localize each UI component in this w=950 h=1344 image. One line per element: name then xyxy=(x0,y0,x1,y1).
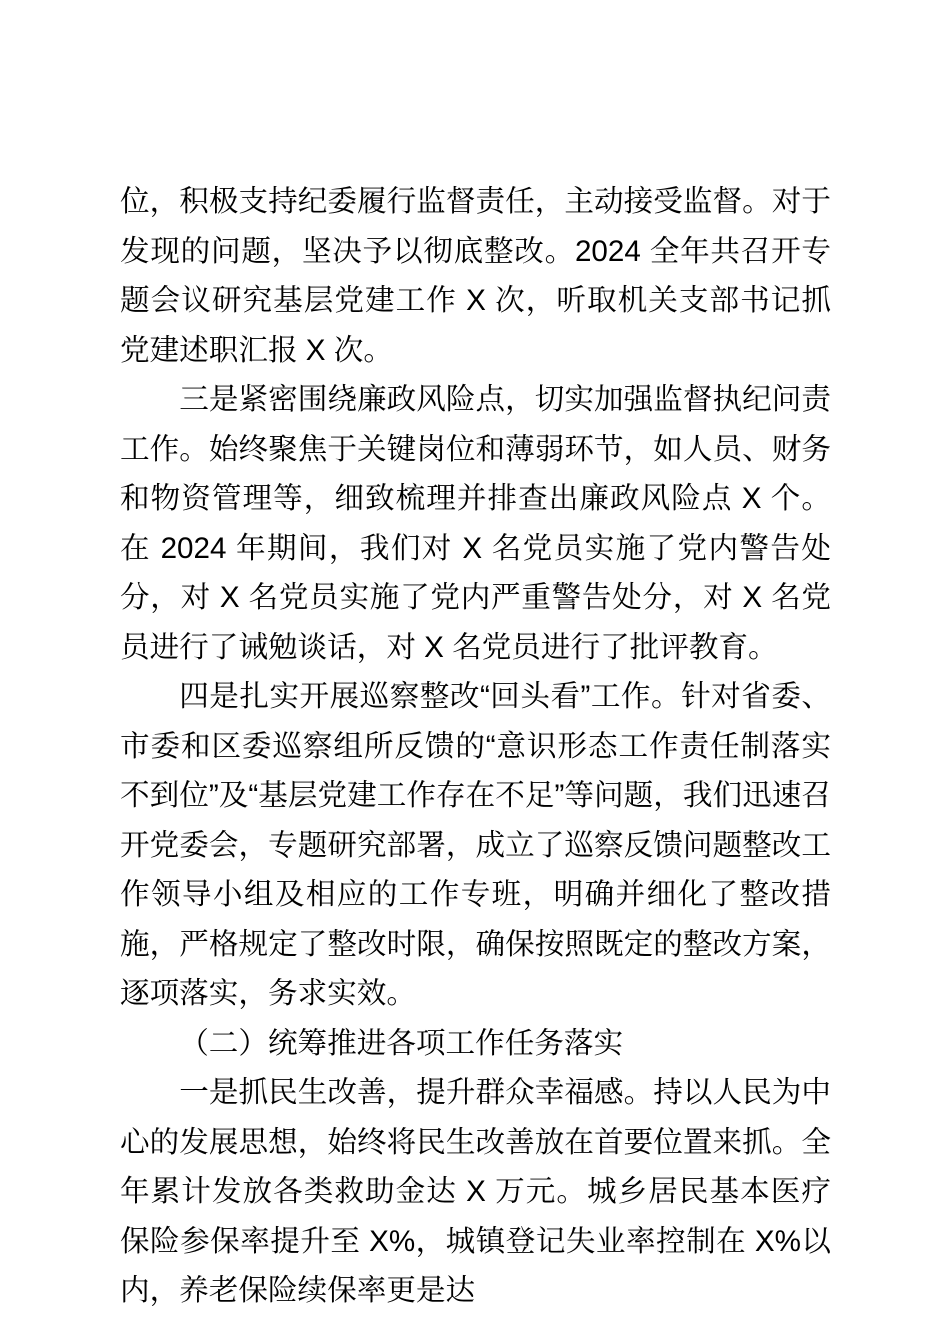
paragraph-point-one: 一是抓民生改善，提升群众幸福感。持以人民为中心的发展思想，始终将民生改善放在首要位置来抓。全年累计发放各类救助金达 X 万元。城乡居民基本医疗保险参保率提升至 X%，城镇登记失业率控制在 X%以内，养老保险续保率更是达 xyxy=(120,1076,831,1307)
paragraph-continuation: 位，积极支持纪委履行监督责任，主动接受监督。对于发现的问题，坚决予以彻底整改。2024 全年共召开专题会议研究基层党建工作 X 次，听取机关支部书记抓党建述职汇报 X 次。 xyxy=(120,185,831,367)
section-heading-two: （二）统筹推进各项工作任务落实 xyxy=(179,1026,624,1060)
paragraph-point-three: 三是紧密围绕廉政风险点，切实加强监督执纪问责工作。始终聚焦于关键岗位和薄弱环节，如人员、财务和物资管理等，细致梳理并排查出廉政风险点 X 个。在 2024 年期间，我们对 X 名党员实施了党内警告处分，对 X 名党员实施了党内严重警告处分，对 X 名党员进行了诫勉谈话，对 X 名党员进行了批评教育。 xyxy=(120,383,831,664)
paragraph-point-four: 四是扎实开展巡察整改“回头看”工作。针对省委、市委和区委巡察组所反馈的“意识形态工作责任制落实不到位”及“基层党建工作存在不足”等问题，我们迅速召开党委会，专题研究部署，成立了巡察反馈问题整改工作领导小组及相应的工作专班，明确并细化了整改措施，严格规定了整改时限，确保按照既定的整改方案，逐项落实，务求实效。 xyxy=(120,680,831,1010)
